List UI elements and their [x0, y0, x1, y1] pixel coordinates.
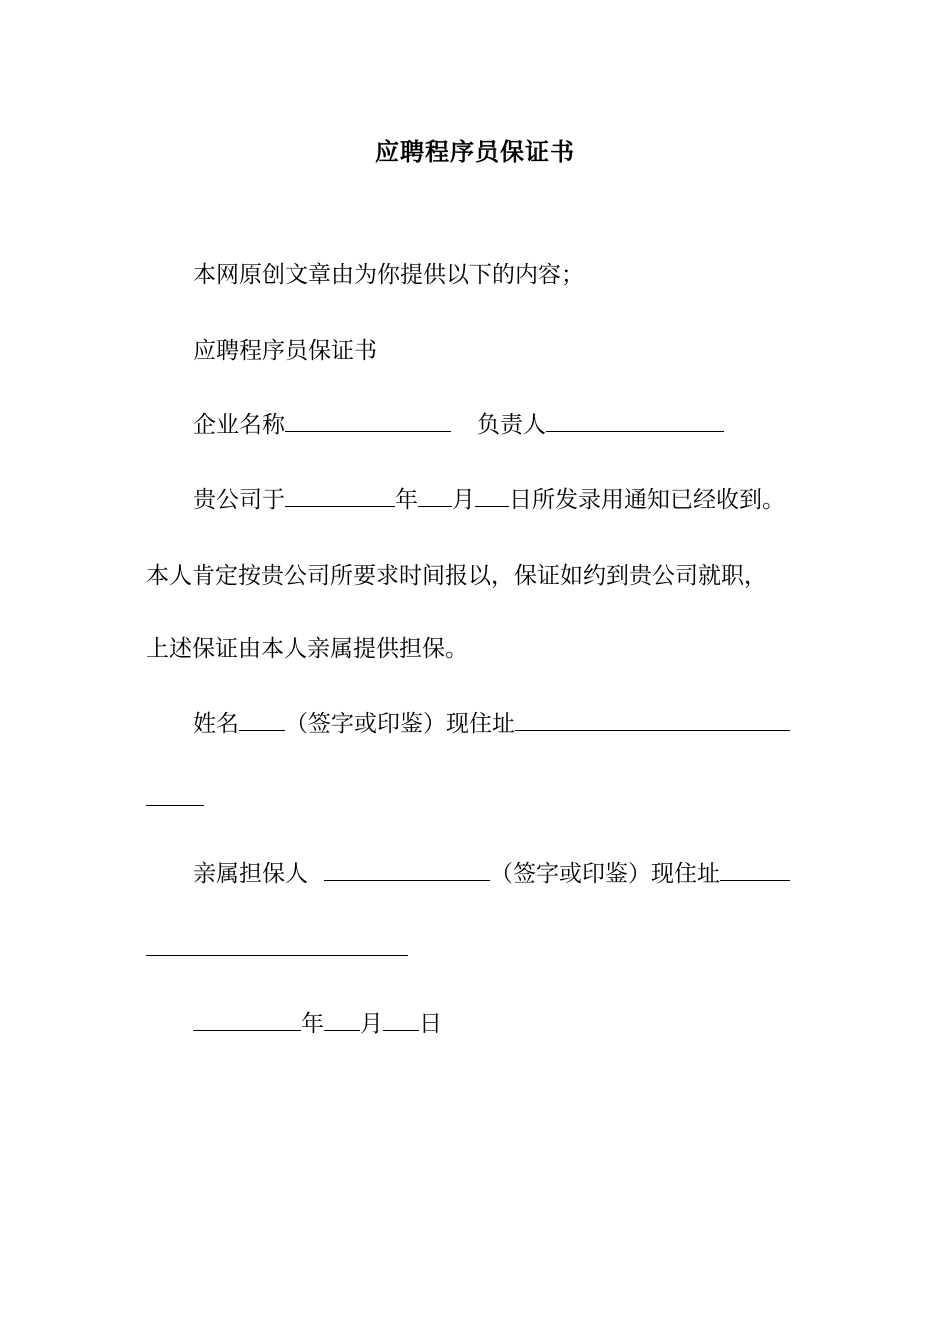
guarantor-sign-label: （签字或印鉴）现住址	[490, 861, 720, 887]
address-continuation-line	[146, 783, 846, 815]
name-sign-label: （签字或印鉴）现住址	[285, 711, 515, 737]
document-title: 应聘程序员保证书	[375, 137, 575, 166]
promise-line: 本人肯定按贵公司所要求时间报以，保证如约到贵公司就职，	[146, 563, 767, 589]
guarantor-label: 亲属担保人	[193, 861, 308, 887]
manager-blank	[546, 409, 724, 432]
date-month-blank	[324, 1008, 360, 1031]
subtitle-line: 应聘程序员保证书	[193, 338, 377, 364]
notice-year-blank	[285, 484, 395, 507]
intro-line: 本网原创文章由为你提供以下的内容；	[193, 262, 584, 288]
notice-month-label: 月	[452, 487, 475, 513]
date-year-label: 年	[301, 1011, 324, 1037]
address-blank-continued	[146, 783, 204, 806]
guarantor-blank	[324, 858, 490, 881]
address-blank	[515, 708, 790, 731]
name-blank	[239, 708, 285, 731]
guarantee-line: 上述保证由本人亲属提供担保。	[146, 636, 468, 662]
guarantor-address-blank-continued	[146, 933, 408, 956]
notice-line	[193, 484, 893, 516]
date-day-blank	[383, 1008, 419, 1031]
company-line	[193, 409, 893, 441]
guarantor-line	[193, 858, 893, 890]
notice-suffix: 日所发录用通知已经收到。	[509, 487, 785, 513]
notice-month-blank	[418, 484, 452, 507]
date-line	[193, 1008, 893, 1040]
date-month-label: 月	[360, 1011, 383, 1037]
name-address-line	[193, 708, 893, 740]
guarantor-address-continuation-line	[146, 933, 846, 965]
notice-prefix: 贵公司于	[193, 487, 285, 513]
notice-year-label: 年	[395, 487, 418, 513]
date-year-blank	[193, 1008, 301, 1031]
notice-day-blank	[475, 484, 509, 507]
company-label: 企业名称	[193, 412, 285, 438]
company-name-blank	[285, 409, 451, 432]
date-day-label: 日	[419, 1011, 442, 1037]
guarantor-address-blank	[720, 858, 790, 881]
name-label: 姓名	[193, 711, 239, 737]
manager-label: 负责人	[477, 412, 546, 438]
